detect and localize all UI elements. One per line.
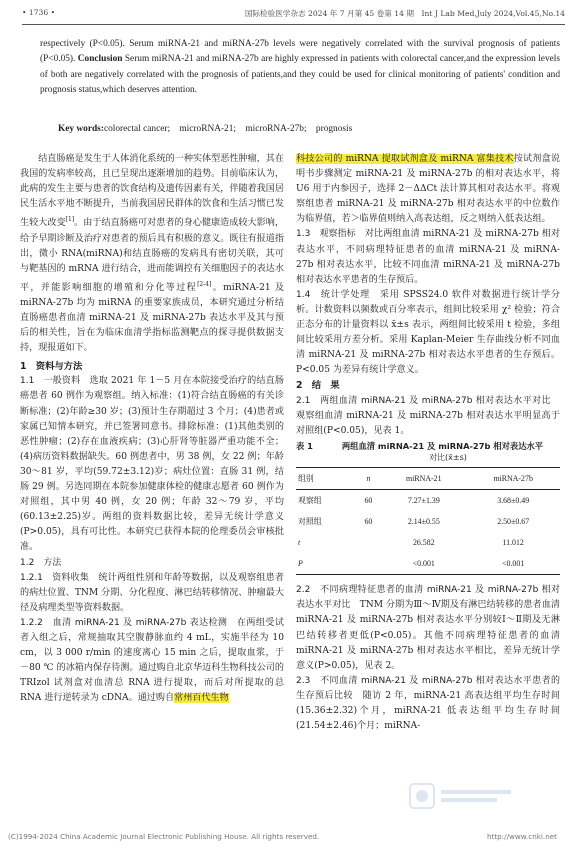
subsection-heading-methods: 1.2 方法 [20,557,62,568]
keywords [58,122,558,137]
section-1-3: 1.3 观察指标 对比两组血清 miRNA-21 及 miRNA-27b 相对表达水平，不同病理特征患者的血清 miRNA-21 及 miRNA-27b 相对表达水平，比较不同血清 miRNA-21 及 miRNA-27b 相对表达水平患者的生存预后。 [296,229,560,285]
table-header-row [296,467,560,489]
table-number: 表 1 [296,440,313,451]
section-2-2: 2.2 不同病理特征患者的血清 miRNA-21 及 miRNA-27b 相对表达水平对比 TNM 分期为Ⅲ～Ⅳ期及有淋巴结转移的患者血清 miRNA-21 及 miRNA-27b 相对表达水平分别较Ⅰ～Ⅱ期及无淋巴结转移者更低(P<0.05)。其他不同病理特征患者的血清 miRNA-21 及 miRNA-27b 相对表达水平相比，差异无统计学意义(P>0.05)，见表 2。 [296,585,560,671]
section-heading-methods: 1 资料与方法 [20,361,83,373]
abstract-conclusion-text: Serum miRNA-21 and miRNA-27b are highly expressed in patients with colorectal cancer,and the expression levels of both are negatively correlated with the prognosis of patients,and they could be used for clinical monitoring of patients' condition and prognosis status,which deserves attention. [40,54,560,95]
conclusion-label: Conclusion [77,54,123,65]
journal-citation: 国际检验医学杂志 2024 年 7 月第 45 卷第 14 期 Int J Lab Med,July 2024,Vol.45,No.14 [244,9,565,18]
data-table [296,467,560,575]
page-number: • 1736 • [22,8,56,17]
highlighted-text: 常州百代生物 [174,693,229,704]
keywords-list: colorectal cancer; microRNA-21; microRNA-27b; prognosis [103,124,353,134]
keywords-label: Key words: [58,124,104,134]
section-1-1: 1.1 一般资料 选取 2021 年 1－5 月在本院接受治疗的结直肠癌患者 60 例作为观察组。纳入标准：(1)符合结直肠癌的有关诊断标准；(2)年龄≥30 岁；(3)预计生存期超过 3 个月；(4)患者或家属已知情本研究，并已签署同意书。排除标准：(1)其他类别的恶性肿瘤；(2)存在血液疾病；(3)心肝肾等脏器严重功能不全；(4)病历资料数据缺失。60 例患者中，男 38 例，女 22 例；年龄 30～81 岁，平均(59.72±3.12)岁；病灶位置：直肠 31 例，结肠 29 例。另选同期在本院参加健康体检的健康志愿者 60 例作为对照组，其中男 40 例，女 20 例；年龄 32～79 岁，平均(60.13±2.25)岁。两组的资料数据比较，差异无统计学意义(P>0.05)，具有可比性。本研究已获得本院的伦理委员会审核批准。 [20,376,284,553]
table-caption [296,440,560,452]
watermark-logo [409,781,517,811]
english-abstract [40,37,560,98]
abstract-results-text: respectively (P<0.05). Serum miRNA-21 and miRNA-27b levels were negatively correlated with the survival prognosis of patients (P<0.05). [40,39,560,65]
introduction-paragraph: 结直肠癌是发生于人体消化系统的一种实体型恶性肿瘤，其在我国的发病率较高，且已呈现出逐渐增加的趋势。目前临床认为，此病的发生主要与患者的饮食结构及遗传因素有关，伴随着我国居民生活水平地不断提升，当前我国居民群体的饮食和生活习惯已发生较大改变[1]。由于结直肠癌可对患者的身心健康造成较大影响，给予早期诊断及治疗对患者的预后具有积极的意义。既往有报道指出，微小 RNA(miRNA)和结直肠癌的发病具有密切关联，其可与靶基因的 mRNA 进行结合，进而能调控有关细胞因子的表达水平，并能影响细胞的增殖和分化等过程[2-4]。miRNA-21 及 miRNA-27b 均为 miRNA 的重要家族成员，本研究通过分析结直肠癌患者血清 miRNA-21 及 miRNA-27b 表达水平及其与预后的相关性，旨在为临床血清学指标监测靶点的探寻提供数据支持，现报道如下。 [20,154,284,354]
left-column [20,152,284,706]
running-header [22,8,565,22]
section-2-3: 2.3 不同血清 miRNA-21 及 miRNA-27b 相对表达水平患者的生存预后比较 随访 2 年，miRNA-21 高表达组平均生存时间(15.36±2.32)个月，miRNA-21 低表达组平均生存时间(21.54±2.46)个月；miRNA- [296,675,560,732]
right-column [296,152,560,734]
header-rule [22,24,565,25]
subsection-heading: 1.1 一般资料 [20,376,81,387]
section-1-2-2: 1.2.2 血清 miRNA-21 及 miRNA-27b 表达检测 在两组受试者入组之后，常规抽取其空腹静脉血约 4 mL，实施半径为 10 cm，以 3 000 r/min 的速度离心 15 min 之后，提取血浆，于 －80 ℃ 的冰箱内保存待测。通过购自北京华迈科生物科技公司的 TRIzol 试剂盒对血清总 RNA 进行提取，而后对所提取的总 RNA 进行逆转录为 cDNA。通过购自常州百代生物 [20,617,284,704]
header-mirna-21: miRNA-21 [381,467,466,489]
citation-1: [1] [65,216,75,224]
table-row: P <0.001 <0.001 [296,553,560,575]
methods-continued: 科技公司的 miRNA 提取试剂盒及 miRNA 富集技术按试剂盒说明书步骤测定 miRNA-21 及 miRNA-27b 的相对表达水平，将 U6 用于内参因子，选择 2－ΔΔCt 法计算其相对表达水平。将观察组患者 miRNA-21 及 miRNA-27b 相对表达水平的中位数作为临界值，若＞临界值则纳入高表达组，反之则纳入低表达组。 [296,154,560,225]
header-group: 组别 [296,467,356,489]
citation-2-4: [2-4] [197,280,212,288]
header-mirna-27b: miRNA-27b [466,467,560,489]
table-subtitle: 对比(x̄±s) [429,452,467,462]
section-heading-results: 2 结 果 [296,380,340,392]
section-2-1: 2.1 两组血清 miRNA-21 及 miRNA-27b 相对表达水平对比 观察组血清 miRNA-21 及 miRNA-27b 相对表达水平明显高于对照组(P<0.05)，见表 1。 [296,395,560,436]
table-1 [296,440,560,575]
section-1-4: 1.4 统计学处理 采用 SPSS24.0 软件对数据进行统计学分析。计数资料以频数或百分率表示，组间比较采用 χ² 检验；符合正态分布的计量资料以 x̄±s 表示，两组间比较采用 t 检验，多组间比较采用方差分析。采用 Kaplan-Meier 生存曲线分析不同血清 miRNA-21 及 miRNA-27b 相对表达水平患者的生存预后。P<0.05 为差异有统计学意义。 [296,289,560,376]
footer-url: http://www.cnki.net [486,832,557,841]
table-row: t 26.582 11.012 [298,538,524,548]
table-title: 两组血清 miRNA-21 及 miRNA-27b 相对表达水平 [341,440,544,451]
table-row: 观察组 60 7.27±1.39 3.68±0.49 [298,495,530,505]
table-row: 对照组 60 2.14±0.55 2.50±0.67 [298,516,530,526]
highlighted-text: 科技公司的 miRNA 提取试剂盒及 miRNA 富集技术 [296,154,514,164]
copyright-notice: (C)1994-2024 China Academic Journal Electronic Publishing House. All rights reserved. [8,832,320,841]
section-1-2-1: 1.2.1 资料收集 统计两组性别和年龄等数据，以及观察组患者的病灶位置、TNM 分期、分化程度、淋巴结转移情况、肿瘤最大径及病理类型等资料数据。 [20,572,284,613]
header-n: n [356,467,382,489]
